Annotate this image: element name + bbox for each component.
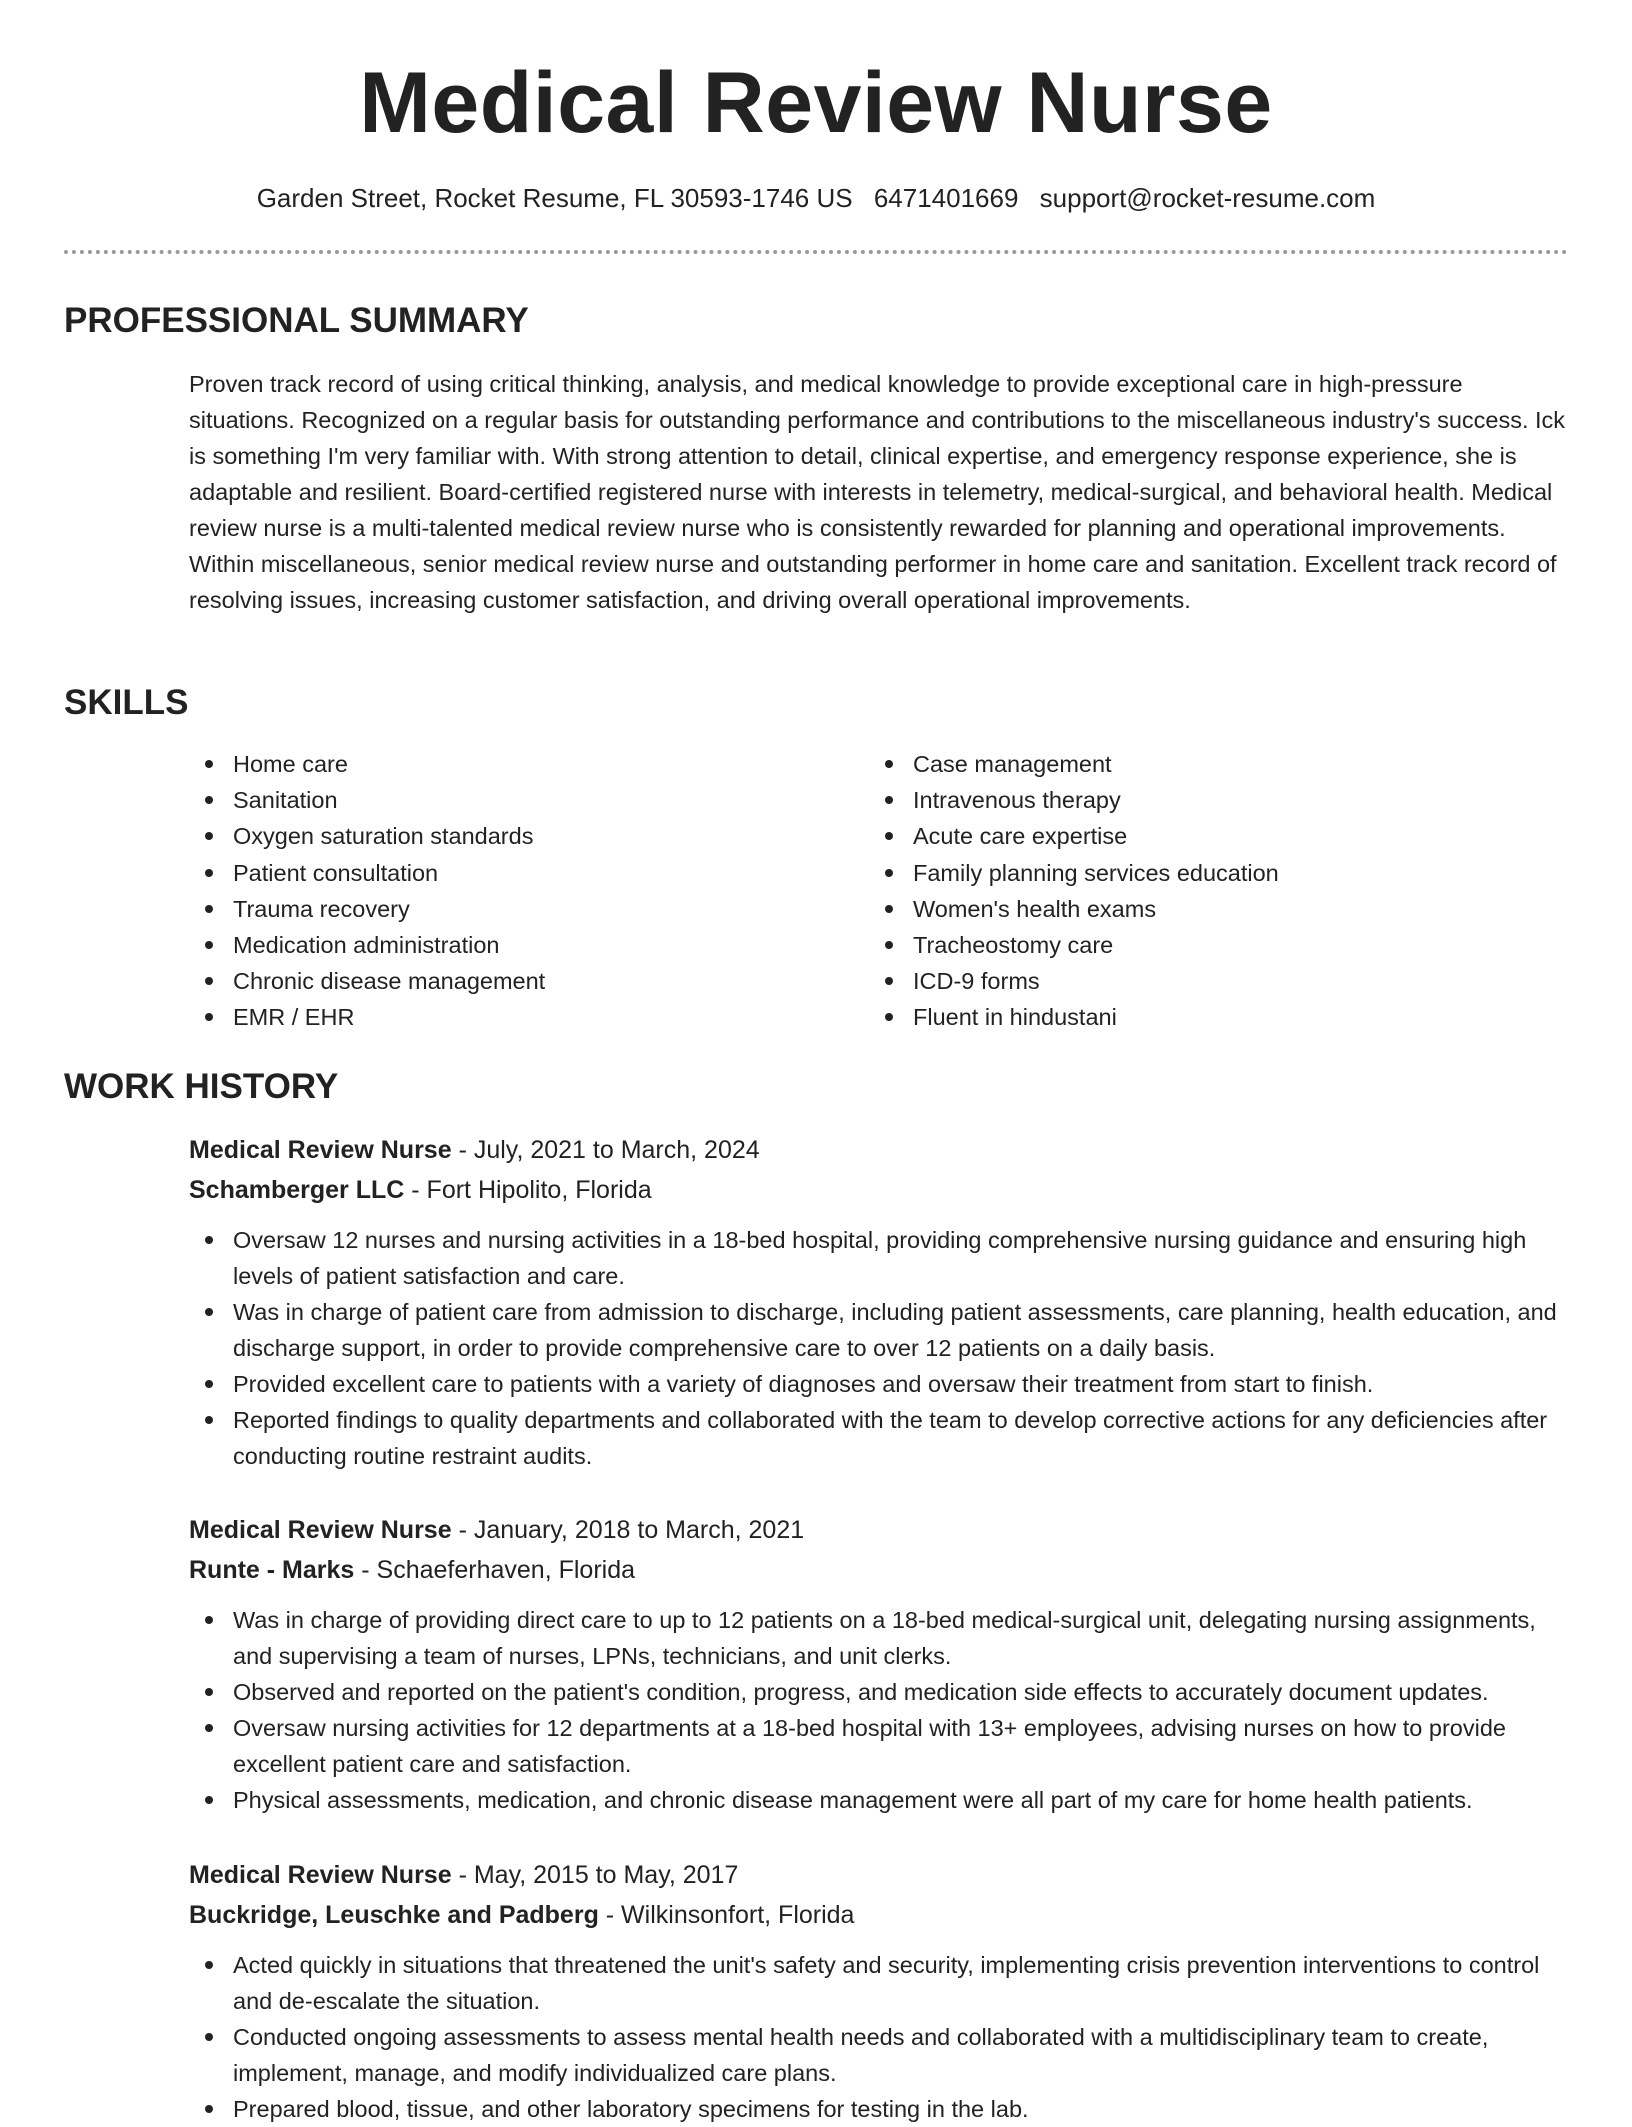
job-location: - Fort Hipolito, Florida bbox=[404, 1176, 652, 1204]
job-company: Buckridge, Leuschke and Padberg bbox=[189, 1901, 599, 1929]
candidate-name: Medical Review Nurse bbox=[359, 55, 1273, 151]
skills-list bbox=[189, 746, 1569, 1036]
job-entry bbox=[189, 1130, 1569, 1474]
skill-item: Fluent in hindustani bbox=[869, 999, 1549, 1035]
contact-line bbox=[0, 180, 1632, 216]
skill-item: Women's health exams bbox=[869, 891, 1549, 927]
job-dates: - January, 2018 to March, 2021 bbox=[451, 1516, 805, 1544]
job-bullets bbox=[189, 1602, 1569, 1818]
job-company: Schamberger LLC bbox=[189, 1176, 405, 1204]
job-bullet: Physical assessments, medication, and chronic disease management were all part of my care for home health patients. bbox=[189, 1782, 1569, 1818]
job-bullet: Prepared blood, tissue, and other laboratory specimens for testing in the lab. bbox=[189, 2091, 1569, 2127]
job-bullet: Was in charge of patient care from admission to discharge, including patient assessments, care planning, health education, and discharge support, in order to provide comprehensive care to over 12 patients on a daily basis. bbox=[189, 1294, 1569, 1366]
skill-item: Chronic disease management bbox=[189, 963, 869, 999]
job-role: Medical Review Nurse bbox=[189, 1136, 452, 1164]
job-title-line bbox=[189, 1855, 1569, 1895]
skill-item: Sanitation bbox=[189, 782, 869, 818]
skill-item: Patient consultation bbox=[189, 855, 869, 891]
skill-item: Case management bbox=[869, 746, 1549, 782]
job-role: Medical Review Nurse bbox=[189, 1861, 452, 1889]
job-dates: - May, 2015 to May, 2017 bbox=[451, 1861, 739, 1889]
skill-item: Tracheostomy care bbox=[869, 927, 1549, 963]
skill-item: Home care bbox=[189, 746, 869, 782]
job-title-line bbox=[189, 1510, 1569, 1550]
contact-email: support@rocket-resume.com bbox=[1039, 183, 1376, 213]
job-bullet: Provided excellent care to patients with a variety of diagnoses and oversaw their treatment from start to finish. bbox=[189, 1366, 1569, 1402]
header-divider bbox=[64, 250, 1568, 254]
job-bullets bbox=[189, 1947, 1569, 2127]
skills-column-right bbox=[869, 746, 1549, 1036]
section-title-skills: SKILLS bbox=[64, 683, 189, 722]
skills-column-left bbox=[189, 746, 869, 1036]
skill-item: Medication administration bbox=[189, 927, 869, 963]
job-company-line bbox=[189, 1895, 1569, 1935]
job-bullet: Was in charge of providing direct care to up to 12 patients on a 18-bed medical-surgical unit, delegating nursing assignments, and supervising a team of nurses, LPNs, technicians, and unit clerks. bbox=[189, 1602, 1569, 1674]
job-bullet: Observed and reported on the patient's condition, progress, and medication side effects to accurately document updates. bbox=[189, 1674, 1569, 1710]
job-role: Medical Review Nurse bbox=[189, 1516, 452, 1544]
job-bullet: Acted quickly in situations that threatened the unit's safety and security, implementing crisis prevention interventions to control and de-escalate the situation. bbox=[189, 1947, 1569, 2019]
skill-item: Intravenous therapy bbox=[869, 782, 1549, 818]
skill-item: EMR / EHR bbox=[189, 999, 869, 1035]
job-location: - Schaeferhaven, Florida bbox=[354, 1556, 636, 1584]
contact-address: Garden Street, Rocket Resume, FL 30593-1746 US bbox=[256, 183, 853, 213]
job-bullet: Reported findings to quality departments and collaborated with the team to develop corrective actions for any deficiencies after conducting routine restraint audits. bbox=[189, 1402, 1569, 1474]
job-company-line bbox=[189, 1550, 1569, 1590]
job-company-line bbox=[189, 1170, 1569, 1210]
skill-item: Trauma recovery bbox=[189, 891, 869, 927]
section-title-work-history: WORK HISTORY bbox=[64, 1067, 339, 1106]
summary-text: Proven track record of using critical thinking, analysis, and medical knowledge to provide exceptional care in high-pressure situations. Recognized on a regular basis for outstanding performance and contributions to the miscellaneous industry's success. Ick is something I'm very familiar with. With strong attention to detail, clinical expertise, and emergency response experience, she is adaptable and resilient. Board-certified registered nurse with interests in telemetry, medical-surgical, and behavioral health. Medical review nurse is a multi-talented medical review nurse who is consistently rewarded for planning and operational improvements. Within miscellaneous, senior medical review nurse and outstanding performer in home care and sanitation. Excellent track record of resolving issues, increasing customer satisfaction, and driving overall operational improvements. bbox=[189, 371, 1566, 613]
skill-item: Family planning services education bbox=[869, 855, 1549, 891]
job-bullet: Conducted ongoing assessments to assess mental health needs and collaborated with a multidisciplinary team to create, implement, manage, and modify individualized care plans. bbox=[189, 2019, 1569, 2091]
contact-phone: 6471401669 bbox=[873, 183, 1019, 213]
job-title-line bbox=[189, 1130, 1569, 1170]
job-company: Runte - Marks bbox=[189, 1556, 355, 1584]
job-location: - Wilkinsonfort, Florida bbox=[598, 1901, 855, 1929]
skill-item: Acute care expertise bbox=[869, 818, 1549, 854]
section-title-summary: PROFESSIONAL SUMMARY bbox=[64, 301, 529, 340]
skill-item: ICD-9 forms bbox=[869, 963, 1549, 999]
skill-item: Oxygen saturation standards bbox=[189, 818, 869, 854]
job-bullets bbox=[189, 1222, 1569, 1474]
job-bullet: Oversaw 12 nurses and nursing activities in a 18-bed hospital, providing comprehensive nursing guidance and ensuring high levels of patient satisfaction and care. bbox=[189, 1222, 1569, 1294]
job-entry bbox=[189, 1510, 1569, 1818]
job-dates: - July, 2021 to March, 2024 bbox=[451, 1136, 760, 1164]
job-entry bbox=[189, 1855, 1569, 2127]
job-bullet: Oversaw nursing activities for 12 departments at a 18-bed hospital with 13+ employees, advising nurses on how to provide excellent patient care and satisfaction. bbox=[189, 1710, 1569, 1782]
